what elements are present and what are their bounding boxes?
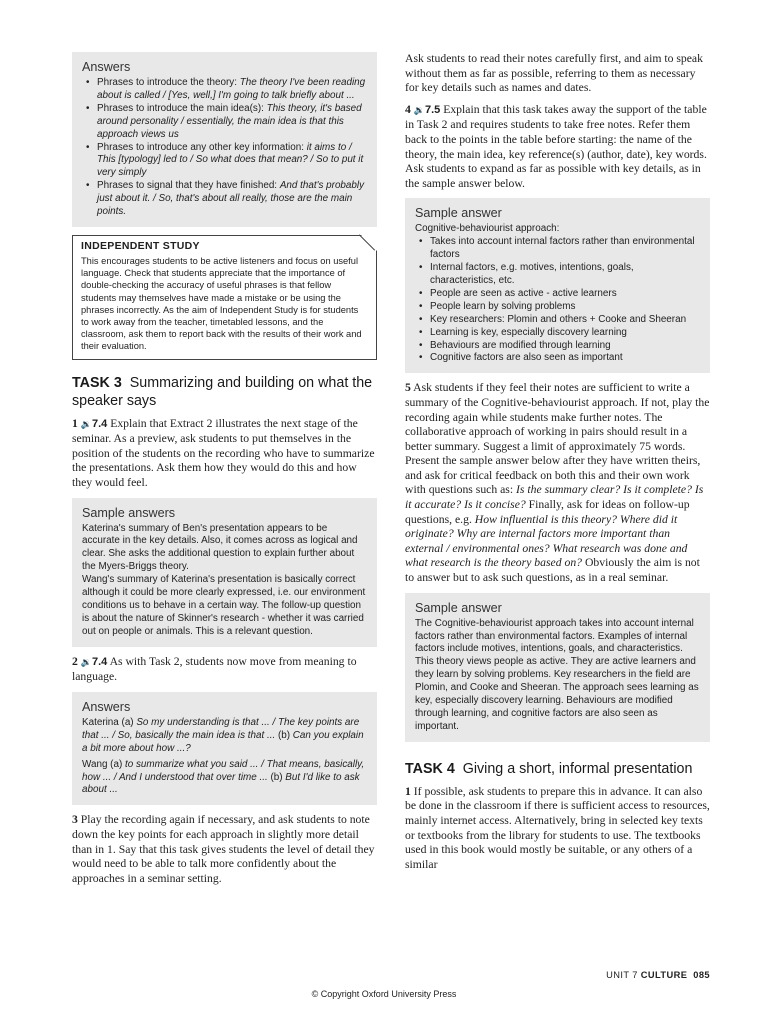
sample-answer-list	[415, 236, 700, 365]
independent-study-text: This encourages students to be active listeners and focus on useful language. Check that students appreciate that the importance of double-checking the accuracy of useful phrases is that fellow students may themselves have made a mistake or be using the phrases incorrectly. As the aim of Independent Study is for students to work away from the teacher, timetabled lessons, and the classroom, ask them to report back with the results of their work and their evaluation.	[81, 255, 362, 352]
answers-item: • Phrases to introduce the main idea(s): This theory, it's based around personality / essentially, the main idea is that this approach views us	[97, 103, 367, 142]
sample-answer-intro: Cognitive-behaviourist approach:	[415, 223, 560, 235]
list-item: • Learning is key, especially discovery learning	[430, 327, 700, 340]
sample-answers-text-1: Katerina's summary of Ben's presentation appears to be accurate in the key details. Also, it comes across as logical and clear. She asks the additional question to explain further about the Myers-Briggs theory.	[82, 522, 358, 573]
speaker-audio-icon: 🔉	[413, 105, 425, 116]
task3-paragraph-2: 2 🔉7.4 As with Task 2, students now move from meaning to language.	[72, 654, 357, 684]
task4-heading: TASK 4 Giving a short, informal presentation	[405, 760, 693, 777]
sample-answers-heading: Sample answers	[82, 505, 176, 520]
sample-answer-box-2	[405, 593, 710, 742]
sample-answer-heading: Sample answer	[415, 600, 502, 615]
sample-answers-text-2: Wang's summary of Katerina's presentation is basically correct although it could be more clearly expressed, i.e. our environment conditions us to behave in a certain way. The follow-up question is about the nature of Skinner's research - whether it was carried out on people or animals. This is a relevant question.	[82, 574, 366, 637]
sample-answer-text: The Cognitive-behaviourist approach takes into account internal factors rather than environmental factors. Examples of internal factors include motives, intentions, goals, and characteristics. This theory views people as active. They are active learners and they learn by solving problems. Key researchers in the field are Plomin, and Cooke and Sheeran. The approach sees learning as key, especially discovery learning. Behaviours are modified through learning, and cognitive factors are also seen as important.	[415, 617, 699, 732]
speaker-audio-icon: 🔉	[80, 657, 92, 668]
sample-answer-box-1	[405, 198, 710, 373]
task3-paragraph-1: 1 🔉7.4 Explain that Extract 2 illustrates the next stage of the seminar. As a preview, ask students to put themselves in the position of the students on the recording who have to summarize the presentations. Ask them how they would do this and how they would feel.	[72, 416, 375, 489]
task3-heading: TASK 3 Summarizing and building on what the speaker says	[72, 374, 373, 409]
answers-item: • Phrases to introduce any other key information: it aims to / This [typology] led to / So what does that mean? / So to put it very simply	[97, 142, 367, 181]
right-column	[405, 52, 710, 879]
list-item: • Internal factors, e.g. motives, intentions, goals, characteristics, etc.	[430, 262, 700, 288]
answers-list	[82, 77, 367, 219]
task2-paragraph-4: 4 🔉7.5 Explain that this task takes away the support of the table in Task 2 and requires students to take free notes. Refer them back to the points in the table before starting: the name of the theory, the main idea, key reference(s) (author, date), key words. Ask students to expand as far as possible with key details, as in the sample answer below.	[405, 102, 707, 190]
answers-box-2	[72, 692, 377, 805]
answers-katerina: Katerina (a) So my understanding is that ... / The key points are that ... / So, basically the main idea is that ... (b) Can you explain a bit more about how ...?	[82, 716, 364, 754]
sample-answers-box	[72, 498, 377, 647]
independent-study-box	[72, 235, 377, 360]
sample-answer-heading: Sample answer	[415, 206, 502, 221]
independent-study-heading: INDEPENDENT STUDY	[81, 239, 200, 252]
list-item: • Key researchers: Plomin and others + Cooke and Sheeran	[430, 314, 700, 327]
intro-paragraph: Ask students to read their notes carefully first, and aim to speak without them as far as possible, referring to them as necessary for key details such as names and dates.	[405, 52, 703, 95]
copyright-notice: © Copyright Oxford University Press	[311, 989, 457, 999]
answers-heading: Answers	[82, 60, 131, 74]
answers-heading: Answers	[82, 699, 131, 714]
left-column	[72, 52, 377, 893]
task4-paragraph-1: 1 If possible, ask students to prepare this in advance. It can also be done in the classroom if there is sufficient access to resources, mainly internet access. Alternatively, bring in selected key texts or textbooks from the library for students to use. The textbooks used in this book would mostly be suitable, or any others of a similar	[405, 784, 710, 871]
list-item: • Cognitive factors are also seen as important	[430, 352, 700, 365]
page-footer: UNIT 7 CULTURE 085	[606, 970, 710, 980]
list-item: • People learn by solving problems	[430, 301, 700, 314]
list-item: • Behaviours are modified through learning	[430, 340, 700, 353]
answers-item: • Phrases to introduce the theory: The theory I've been reading about is called / [Yes, well,] I'm going to talk briefly about ...	[97, 77, 367, 103]
speaker-audio-icon: 🔉	[80, 419, 92, 430]
answers-item: • Phrases to signal that they have finished: And that's probably just about it. / So, that's about all really, those are the main points.	[97, 180, 367, 219]
answers-box-1	[72, 52, 377, 227]
answers-wang: Wang (a) to summarize what you said ... / That means, basically, how ... / And I understood that over time ... (b) But I'd like to ask about ...	[82, 758, 365, 796]
list-item: • Takes into account internal factors rather than environmental factors	[430, 236, 700, 262]
list-item: • People are seen as active - active learners	[430, 288, 700, 301]
task3-paragraph-3: 3 Play the recording again if necessary, and ask students to note down the key points for each approach in slightly more detail than in 1. Say that this task gives students the level of detail they would need to be able to talk more confidently about the approaches in a seminar setting.	[72, 813, 375, 885]
task2-paragraph-5: 5 Ask students if they feel their notes are sufficient to write a summary of the Cognitive-behaviourist approach. If not, play the recording again while students make further notes. The collaborative approach of working in pairs should result in a better summary. Suggest a limit of approximately 75 words. Present the sample answer below after they have written theirs, and ask for critical feedback on both this and their own work with questions such as: Is the summary clear? Is it complete? Is it accurate? Is it concise? Finally, ask for ideas on follow-up questions, e.g. How influential is this theory? Where did it originate? Why are internal factors more important than external / environmental ones? What research was done and what research is the theory based on? Obviously the aim is not to answer but to ask such questions, as in a real seminar.	[405, 381, 710, 585]
